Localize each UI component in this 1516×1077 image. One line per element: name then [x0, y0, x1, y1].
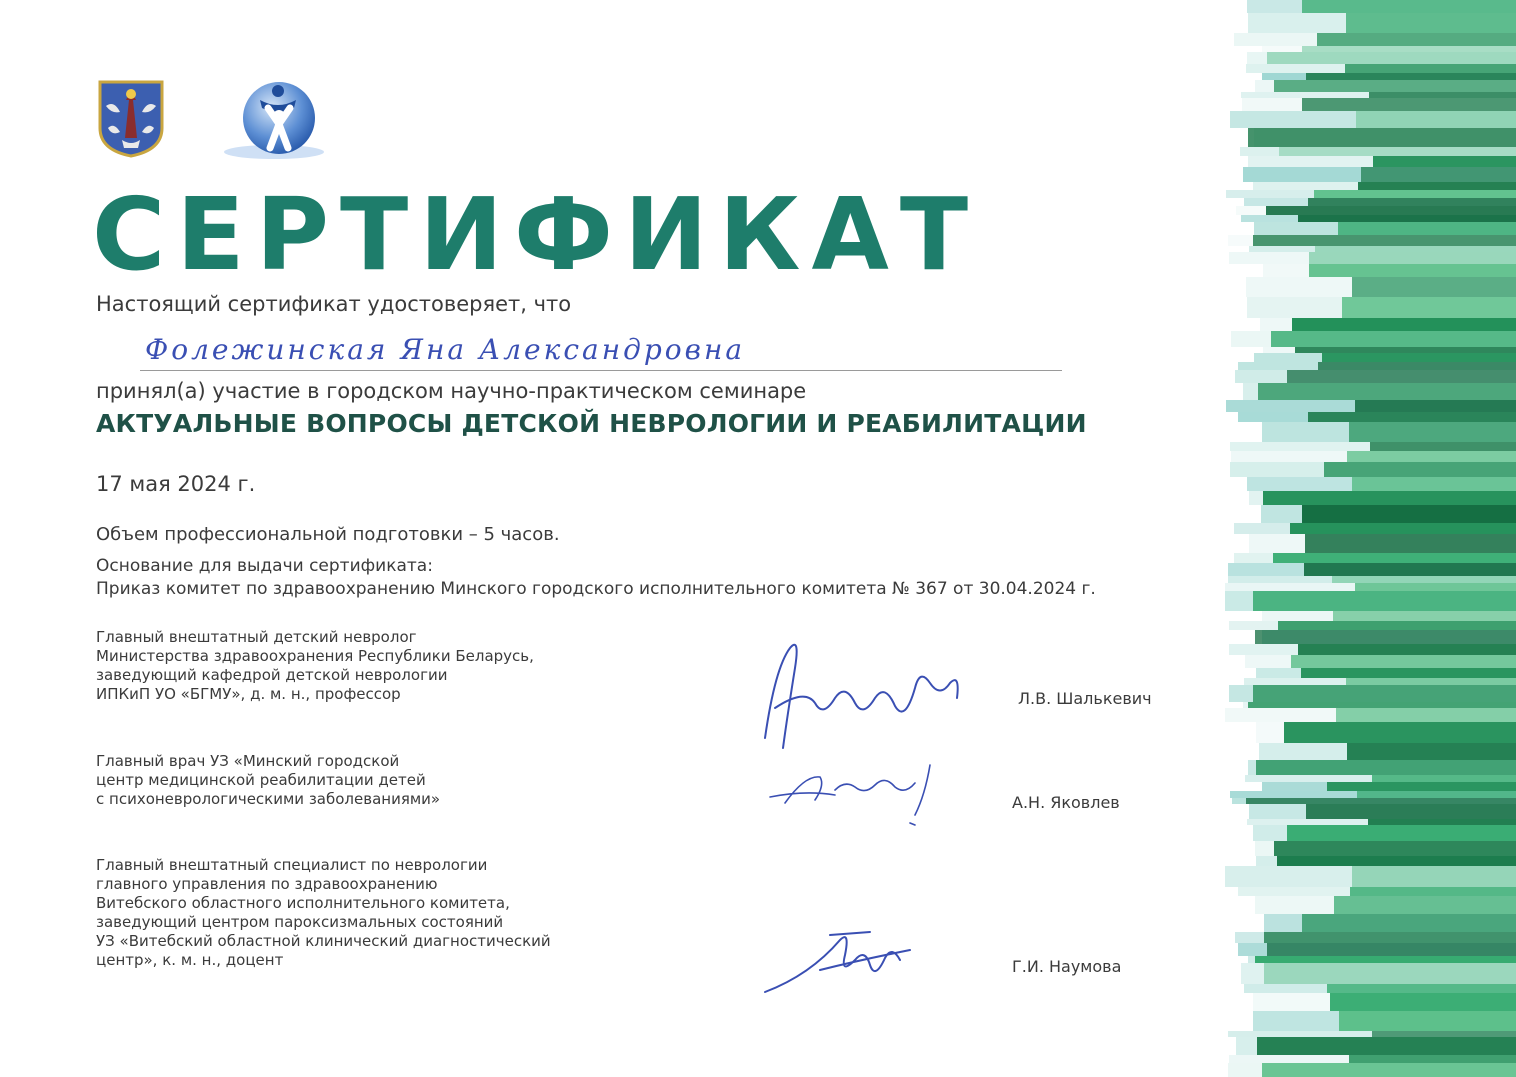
name-underline	[140, 370, 1062, 371]
signer-3-line: главного управления по здравоохранению	[96, 875, 438, 893]
signer-1-line: заведующий кафедрой детской неврологии	[96, 666, 448, 684]
signer-2-line: центр медицинской реабилитации детей	[96, 771, 426, 789]
basis-order-text: Приказ комитет по здравоохранению Минского городского исполнительного комитета № 367 от 30.04.2024 г.	[96, 579, 1096, 599]
signer-1-position	[96, 628, 534, 704]
signature-3-icon	[760, 920, 960, 1000]
signer-3-line: Витебского областного исполнительного комитета,	[96, 894, 510, 912]
intro-text: Настоящий сертификат удостоверяет, что	[96, 292, 572, 316]
signer-1-name: Л.В. Шалькевич	[1018, 689, 1152, 708]
signer-3-position	[96, 856, 551, 970]
signature-2-icon	[765, 745, 955, 830]
signer-3-name: Г.И. Наумова	[1012, 957, 1122, 976]
seminar-date: 17 мая 2024 г.	[96, 472, 256, 496]
signer-2-name: А.Н. Яковлев	[1012, 793, 1120, 812]
certificate-title: СЕРТИФИКАТ	[92, 176, 980, 293]
signer-2-line: с психоневрологическими заболеваниями»	[96, 790, 441, 808]
signer-3-line: УЗ «Витебский областной клинический диагностический	[96, 932, 551, 950]
participation-text: принял(а) участие в городском научно-практическом семинаре	[96, 379, 807, 403]
basis-label: Основание для выдачи сертификата:	[96, 556, 433, 576]
recipient-name-handwritten: Фолежинская Яна Александровна	[145, 333, 746, 366]
seminar-title: АКТУАЛЬНЫЕ ВОПРОСЫ ДЕТСКОЙ НЕВРОЛОГИИ И РЕАБИЛИТАЦИИ	[96, 409, 1087, 438]
signer-1-line: ИПКиП УО «БГМУ», д. м. н., профессор	[96, 685, 401, 703]
signer-1-line: Главный внештатный детский невролог	[96, 628, 417, 646]
signer-3-line: Главный внештатный специалист по неврологии	[96, 856, 488, 874]
decorative-stripes-panel	[1215, 0, 1516, 1077]
signer-3-line: центр», к. м. н., доцент	[96, 951, 284, 969]
signer-2-line: Главный врач УЗ «Минский городской	[96, 752, 400, 770]
signer-2-position	[96, 752, 440, 809]
minsk-coat-of-arms-icon	[96, 78, 166, 158]
child-rehabilitation-emblem-icon	[222, 78, 326, 160]
signer-1-line: Министерства здравоохранения Республики Беларусь,	[96, 647, 534, 665]
signature-1-icon	[745, 628, 975, 758]
training-volume: Объем профессиональной подготовки – 5 часов.	[96, 524, 560, 545]
signer-3-line: заведующий центром пароксизмальных состояний	[96, 913, 504, 931]
